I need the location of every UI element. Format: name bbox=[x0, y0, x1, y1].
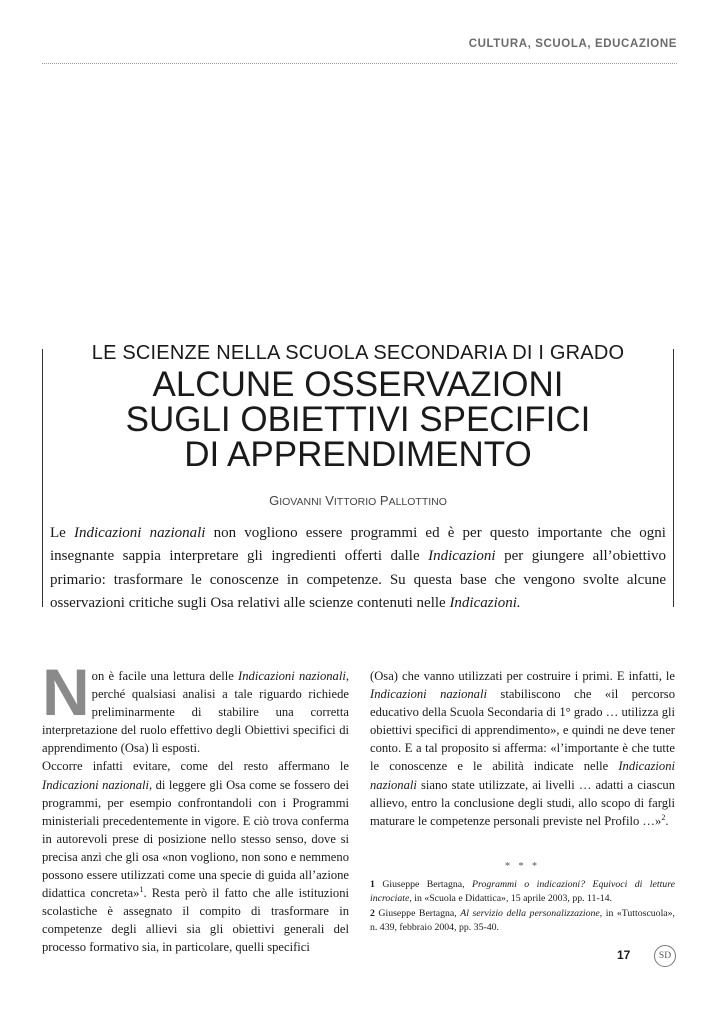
footnote-italic: Programmi o indicazioni? Equivoci di letture incrociate bbox=[370, 879, 675, 904]
footnotes bbox=[370, 878, 675, 936]
footnote bbox=[370, 907, 675, 934]
abstract-italic: Indicazioni nazionali bbox=[73, 525, 206, 541]
abstract-text: per giungere all’obiettivo primario: trasformare le conoscenze in competenze. Su questa base che vengono svolte alcune osservazioni critiche sugli Osa relativi alle scienze contenuti nelle bbox=[50, 548, 666, 612]
body-text: , perché qualsiasi analisi a tale riguardo richiede preliminarmente di stabilire una corretta interpretazione del ruolo effettivo degli Obiettivi specifici di apprendimento (Osa) lì esposti. bbox=[42, 669, 349, 756]
body-paragraph bbox=[370, 667, 675, 830]
body-italic: Indicazioni nazionali bbox=[370, 759, 675, 792]
page-number: 17 bbox=[617, 948, 631, 962]
article-title-line: SUGLI OBIETTIVI SPECIFICI bbox=[125, 400, 591, 439]
section-separator: * * * bbox=[505, 861, 540, 872]
body-italic: Indicazioni nazionali bbox=[238, 669, 346, 683]
author-smallcaps: IOVANNI bbox=[279, 496, 322, 508]
footnote-ref: 1 bbox=[139, 884, 144, 894]
dotted-rule bbox=[42, 63, 677, 64]
footnote-text: , in «Tuttoscuola», n. 439, febbraio 2004, pp. 35-40. bbox=[370, 908, 676, 933]
article-abstract bbox=[50, 522, 666, 616]
article-title-line: DI APPRENDIMENTO bbox=[184, 435, 532, 474]
body-text: . Resta però il fatto che alle istituzioni scolastiche è assegnato il compito di trasformare in competenze degli allievi sia gli obiettivi generali del processo formativo sia, in particolare, quelli specifici bbox=[42, 886, 349, 955]
article-title-line: ALCUNE OSSERVAZIONI bbox=[152, 365, 564, 404]
body-column-left bbox=[42, 655, 349, 957]
body-text: . bbox=[665, 813, 669, 828]
body-text: Occorre infatti evitare, come del resto affermano le bbox=[42, 759, 349, 774]
body-paragraph bbox=[42, 757, 349, 956]
body-column-right bbox=[370, 667, 675, 830]
abstract-text: Le bbox=[50, 525, 74, 541]
author-initial: V bbox=[325, 493, 334, 508]
body-italic: Indicazioni nazionali bbox=[370, 687, 487, 702]
body-text: on è facile una lettura delle bbox=[91, 669, 239, 683]
footnote-number: 1 bbox=[370, 879, 375, 890]
footnote-ref: 2 bbox=[661, 812, 666, 822]
body-text: siano state utilizzate, ai livelli … adatti a ciascun allievo, entro la conclusione degli studi, allo scopo di fargli maturare le competenze personali previste nel Profilo …» bbox=[370, 777, 675, 828]
article-title bbox=[42, 367, 674, 472]
footnote-text: Giuseppe Bertagna, bbox=[374, 879, 473, 890]
footnote bbox=[370, 878, 675, 905]
author-initial: P bbox=[379, 493, 389, 508]
body-paragraph bbox=[42, 655, 349, 757]
footnote-text: Giuseppe Bertagna, bbox=[374, 908, 461, 920]
author-smallcaps: ALLOTTINO bbox=[388, 496, 447, 508]
publication-logo: SD bbox=[654, 945, 676, 967]
body-italic: Indicazioni nazionali bbox=[42, 777, 149, 792]
body-text: stabiliscono che «il percorso educativo della Scuola Secondaria di 1° grado … utilizza gli obiettivi specifici di apprendimento», e quindi ne deve tener conto. E a tal proposito si afferma: «l’importante è che tutte le conoscenze e le abilità indicate nelle bbox=[370, 687, 675, 774]
footnote-text: , in «Scuola e Didattica», 15 aprile 2003, pp. 11-14. bbox=[409, 892, 612, 904]
section-header: CULTURA, SCUOLA, EDUCAZIONE bbox=[468, 38, 677, 50]
drop-cap: N bbox=[42, 655, 90, 729]
author-initial: G bbox=[269, 493, 280, 508]
abstract-italic: Indicazioni. bbox=[449, 595, 521, 612]
body-text: , di leggere gli Osa come se fossero dei programmi, per esempio confrontandoli con i Programmi ministeriali precedentemente in vigore. E ciò trova conferma in autorevoli prese di posizione nello stesso senso, dove si precisa anzi che gli osa «non vogliono, non sono e nemmeno possono essere utilizzati come una specie di guida all’azione didattica concreta» bbox=[42, 777, 349, 901]
body-text: (Osa) che vanno utilizzati per costruire i primi. E infatti, le bbox=[370, 669, 675, 683]
abstract-italic: Indicazioni bbox=[428, 548, 496, 565]
footnote-italic: Al servizio della personalizzazione bbox=[460, 908, 600, 920]
footnote-number: 2 bbox=[370, 908, 375, 920]
article-kicker: LE SCIENZE NELLA SCUOLA SECONDARIA DI I GRADO bbox=[91, 342, 625, 364]
abstract-text: non vogliono essere programmi ed è per questo importante che ogni insegnante sappia interpretare gli ingredienti offerti dalle bbox=[50, 525, 666, 565]
author-smallcaps: ITTORIO bbox=[333, 496, 377, 508]
article-author bbox=[42, 493, 674, 508]
